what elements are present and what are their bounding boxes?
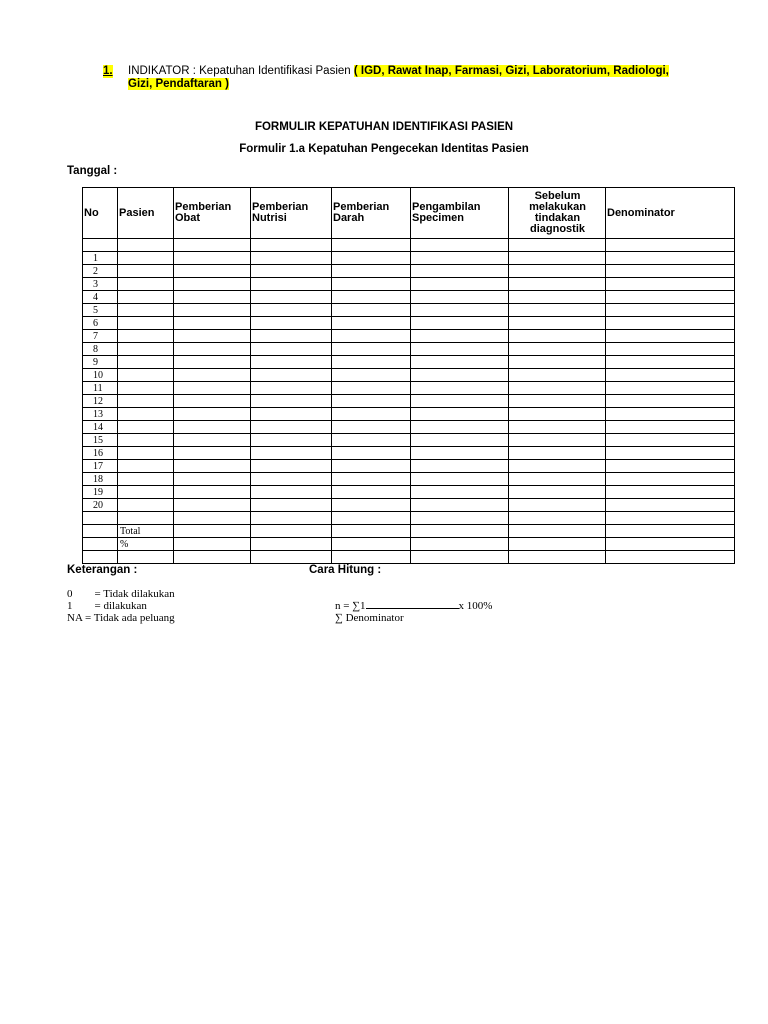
form-subtitle: Formulir 1.a Kepatuhan Pengecekan Identitas Pasien [239, 143, 529, 155]
formula-numerator: n = ∑1 [335, 600, 366, 612]
table-cell [332, 278, 411, 291]
header-specimen-line1: Pengambilan [412, 201, 481, 213]
table-cell [411, 447, 509, 460]
table-cell [509, 408, 606, 421]
compliance-table [82, 187, 735, 564]
table-cell [509, 278, 606, 291]
table-cell [509, 252, 606, 265]
table-cell [332, 356, 411, 369]
header-pemberian-obat [174, 188, 251, 239]
header-specimen-line2: Specimen [412, 212, 464, 224]
table-cell [509, 460, 606, 473]
table-cell [606, 447, 735, 460]
table-cell [174, 343, 251, 356]
table-row [83, 460, 735, 473]
table-row [83, 356, 735, 369]
row-number: 6 [83, 317, 118, 330]
table-cell [509, 330, 606, 343]
table-cell [606, 499, 735, 512]
table-row-empty [83, 551, 735, 564]
table-cell [251, 538, 332, 551]
table-cell [606, 421, 735, 434]
summary-label: % [118, 538, 174, 551]
header-obat-line2: Obat [175, 212, 201, 224]
table-cell [174, 408, 251, 421]
row-number: 14 [83, 421, 118, 434]
table-cell [251, 512, 332, 525]
table-cell [332, 473, 411, 486]
row-number: 7 [83, 330, 118, 343]
table-cell [251, 499, 332, 512]
table-cell [174, 512, 251, 525]
table-row [83, 252, 735, 265]
table-cell [332, 382, 411, 395]
table-cell [118, 512, 174, 525]
table-cell [411, 408, 509, 421]
table-cell [174, 525, 251, 538]
table-cell [174, 434, 251, 447]
formula-fraction-line [366, 599, 459, 609]
table-cell [332, 460, 411, 473]
table-cell [606, 408, 735, 421]
row-number: 20 [83, 499, 118, 512]
table-row [83, 330, 735, 343]
table-cell [251, 317, 332, 330]
table-cell [118, 551, 174, 564]
table-cell [411, 291, 509, 304]
table-cell [332, 369, 411, 382]
table-cell [118, 408, 174, 421]
table-cell [332, 265, 411, 278]
table-cell [118, 460, 174, 473]
table-cell [606, 538, 735, 551]
table-cell [174, 499, 251, 512]
table-cell [606, 239, 735, 252]
row-number: 4 [83, 291, 118, 304]
table-cell [411, 265, 509, 278]
row-number: 11 [83, 382, 118, 395]
table-row-empty [83, 239, 735, 252]
table-row [83, 265, 735, 278]
table-cell [251, 278, 332, 291]
table-cell [509, 473, 606, 486]
table-cell [332, 291, 411, 304]
table-cell [174, 317, 251, 330]
table-cell [411, 395, 509, 408]
table-cell [411, 317, 509, 330]
table-cell [509, 382, 606, 395]
table-header-row [83, 188, 735, 239]
table-row [83, 395, 735, 408]
table-cell [411, 538, 509, 551]
row-number: 18 [83, 473, 118, 486]
formula-line1 [335, 599, 492, 612]
table-cell [332, 408, 411, 421]
table-cell [251, 473, 332, 486]
table-cell [174, 447, 251, 460]
table-cell [251, 447, 332, 460]
table-cell [174, 356, 251, 369]
table-row-percent [83, 538, 735, 551]
table-cell [174, 304, 251, 317]
row-number: 13 [83, 408, 118, 421]
table-cell [332, 304, 411, 317]
table-cell [411, 304, 509, 317]
header-diag-line1: Sebelum [534, 190, 581, 202]
row-number: 15 [83, 434, 118, 447]
row-number: 16 [83, 447, 118, 460]
table-row [83, 499, 735, 512]
row-number: 19 [83, 486, 118, 499]
table-cell [251, 551, 332, 564]
table-cell [411, 369, 509, 382]
table-cell [606, 330, 735, 343]
header-diag-line3: tindakan [534, 212, 581, 224]
table-cell [118, 330, 174, 343]
tanggal-label: Tanggal : [67, 165, 118, 177]
table-cell [332, 525, 411, 538]
table-cell [332, 447, 411, 460]
table-cell [411, 525, 509, 538]
table-cell [509, 265, 606, 278]
table-cell [332, 512, 411, 525]
row-number: 12 [83, 395, 118, 408]
table-cell [411, 499, 509, 512]
table-cell [118, 239, 174, 252]
header-diag-line4: diagnostik [529, 223, 585, 235]
table-cell [174, 291, 251, 304]
indicator-number: 1. [103, 65, 113, 77]
table-cell [83, 538, 118, 551]
table-cell [606, 356, 735, 369]
row-number: 9 [83, 356, 118, 369]
table-cell [251, 265, 332, 278]
table-cell [251, 356, 332, 369]
table-cell [118, 473, 174, 486]
table-cell [251, 239, 332, 252]
table-cell [411, 278, 509, 291]
table-cell [332, 499, 411, 512]
table-cell [606, 265, 735, 278]
table-cell [606, 395, 735, 408]
header-pengambilan-specimen [411, 188, 509, 239]
table-cell [83, 239, 118, 252]
table-cell [606, 317, 735, 330]
table-cell [118, 343, 174, 356]
row-number: 3 [83, 278, 118, 291]
indicator-units-line2: Gizi, Pendaftaran ) [128, 78, 229, 90]
table-cell [509, 343, 606, 356]
table-cell [332, 317, 411, 330]
table-cell [509, 499, 606, 512]
table-cell [174, 369, 251, 382]
table-cell [509, 421, 606, 434]
table-cell [251, 421, 332, 434]
table-cell [509, 239, 606, 252]
table-cell [174, 460, 251, 473]
header-denominator: Denominator [606, 188, 735, 239]
table-cell [411, 434, 509, 447]
table-cell [251, 395, 332, 408]
cara-hitung-label: Cara Hitung : [309, 564, 382, 576]
table-cell [251, 304, 332, 317]
table-cell [174, 265, 251, 278]
table-cell [509, 369, 606, 382]
table-cell [174, 395, 251, 408]
table-cell [606, 382, 735, 395]
table-cell [251, 343, 332, 356]
header-pemberian-darah [332, 188, 411, 239]
table-cell [174, 473, 251, 486]
table-cell [251, 486, 332, 499]
table-cell [332, 421, 411, 434]
header-no: No [83, 188, 118, 239]
table-cell [411, 551, 509, 564]
table-cell [174, 239, 251, 252]
table-row [83, 304, 735, 317]
header-nutrisi-line1: Pemberian [252, 201, 309, 213]
table-cell [411, 382, 509, 395]
table-cell [174, 486, 251, 499]
legend-line-na: NA = Tidak ada peluang [67, 612, 175, 624]
row-number: 1 [83, 252, 118, 265]
legend-line-dilakukan: 1 = dilakukan [67, 600, 147, 612]
header-sebelum-diagnostik [509, 188, 606, 239]
table-cell [118, 317, 174, 330]
table-cell [332, 330, 411, 343]
table-cell [118, 499, 174, 512]
row-number: 2 [83, 265, 118, 278]
table-cell [118, 421, 174, 434]
table-cell [118, 252, 174, 265]
header-pemberian-nutrisi [251, 188, 332, 239]
table-cell [509, 512, 606, 525]
header-darah-line2: Darah [333, 212, 365, 224]
table-cell [174, 278, 251, 291]
table-cell [411, 356, 509, 369]
table-cell [118, 382, 174, 395]
table-cell [118, 304, 174, 317]
table-cell [251, 382, 332, 395]
table-cell [118, 291, 174, 304]
table-cell [332, 239, 411, 252]
table-cell [411, 330, 509, 343]
table-cell [411, 239, 509, 252]
table-cell [606, 460, 735, 473]
table-cell [606, 525, 735, 538]
table-cell [332, 343, 411, 356]
table-row [83, 343, 735, 356]
table-cell [411, 486, 509, 499]
table-cell [118, 486, 174, 499]
table-row [83, 317, 735, 330]
indicator-units-line1: ( IGD, Rawat Inap, Farmasi, Gizi, Laboratorium, Radiologi, [353, 65, 669, 77]
table-cell [411, 421, 509, 434]
table-cell [509, 434, 606, 447]
table-cell [83, 551, 118, 564]
header-diag-line2: melakukan [529, 201, 586, 213]
table-cell [174, 252, 251, 265]
table-cell [332, 551, 411, 564]
table-cell [174, 551, 251, 564]
table-cell [509, 291, 606, 304]
indicator-heading [103, 65, 743, 91]
table-cell [606, 473, 735, 486]
formula-multiplier: x 100% [458, 600, 493, 612]
table-cell [332, 434, 411, 447]
table-row [83, 408, 735, 421]
table-cell [411, 512, 509, 525]
indicator-label: INDIKATOR : Kepatuhan Identifikasi Pasien [128, 65, 354, 77]
table-cell [332, 486, 411, 499]
row-number: 5 [83, 304, 118, 317]
table-cell [606, 369, 735, 382]
table-cell [251, 434, 332, 447]
row-number: 10 [83, 369, 118, 382]
table-cell [606, 343, 735, 356]
table-cell [332, 395, 411, 408]
table-cell [251, 408, 332, 421]
table-cell [411, 343, 509, 356]
table-cell [174, 538, 251, 551]
row-number: 8 [83, 343, 118, 356]
row-number: 17 [83, 460, 118, 473]
table-cell [411, 252, 509, 265]
table-cell [606, 486, 735, 499]
table-cell [411, 460, 509, 473]
table-cell [606, 512, 735, 525]
table-cell [118, 265, 174, 278]
table-cell [606, 551, 735, 564]
table-row-empty [83, 512, 735, 525]
table-cell [509, 304, 606, 317]
table-cell [606, 434, 735, 447]
table-cell [509, 356, 606, 369]
table-cell [606, 278, 735, 291]
table-row [83, 473, 735, 486]
formula-block [335, 599, 492, 624]
table-cell [251, 369, 332, 382]
table-cell [251, 460, 332, 473]
table-cell [509, 317, 606, 330]
header-nutrisi-line2: Nutrisi [252, 212, 287, 224]
table-cell [509, 486, 606, 499]
table-cell [509, 551, 606, 564]
table-cell [509, 395, 606, 408]
table-cell [509, 525, 606, 538]
table-cell [251, 525, 332, 538]
table-row [83, 421, 735, 434]
table-cell [509, 447, 606, 460]
header-darah-line1: Pemberian [333, 201, 390, 213]
table-cell [332, 252, 411, 265]
table-cell [251, 252, 332, 265]
table-row [83, 369, 735, 382]
table-cell [118, 369, 174, 382]
legend-line-tidak-dilakukan: 0 = Tidak dilakukan [67, 588, 175, 600]
keterangan-label: Keterangan : [67, 564, 138, 576]
table-cell [83, 512, 118, 525]
table-row [83, 486, 735, 499]
table-cell [174, 330, 251, 343]
table-cell [118, 395, 174, 408]
table-cell [332, 538, 411, 551]
table-cell [118, 434, 174, 447]
table-cell [118, 447, 174, 460]
table-cell [509, 538, 606, 551]
table-cell [251, 330, 332, 343]
table-row [83, 291, 735, 304]
table-cell [83, 525, 118, 538]
table-row [83, 447, 735, 460]
legend-block [67, 588, 175, 624]
form-title: FORMULIR KEPATUHAN IDENTIFIKASI PASIEN [254, 121, 514, 133]
formula-denominator: ∑ Denominator [335, 612, 404, 624]
table-cell [118, 278, 174, 291]
table-cell [251, 291, 332, 304]
summary-label: Total [118, 525, 174, 538]
header-obat-line1: Pemberian [175, 201, 232, 213]
table-row-total [83, 525, 735, 538]
header-pasien: Pasien [118, 188, 174, 239]
table-row [83, 382, 735, 395]
table-cell [606, 252, 735, 265]
table-cell [606, 291, 735, 304]
table-row [83, 434, 735, 447]
table-cell [174, 382, 251, 395]
table-cell [174, 421, 251, 434]
table-cell [118, 356, 174, 369]
table-cell [606, 304, 735, 317]
table-row [83, 278, 735, 291]
table-cell [411, 473, 509, 486]
